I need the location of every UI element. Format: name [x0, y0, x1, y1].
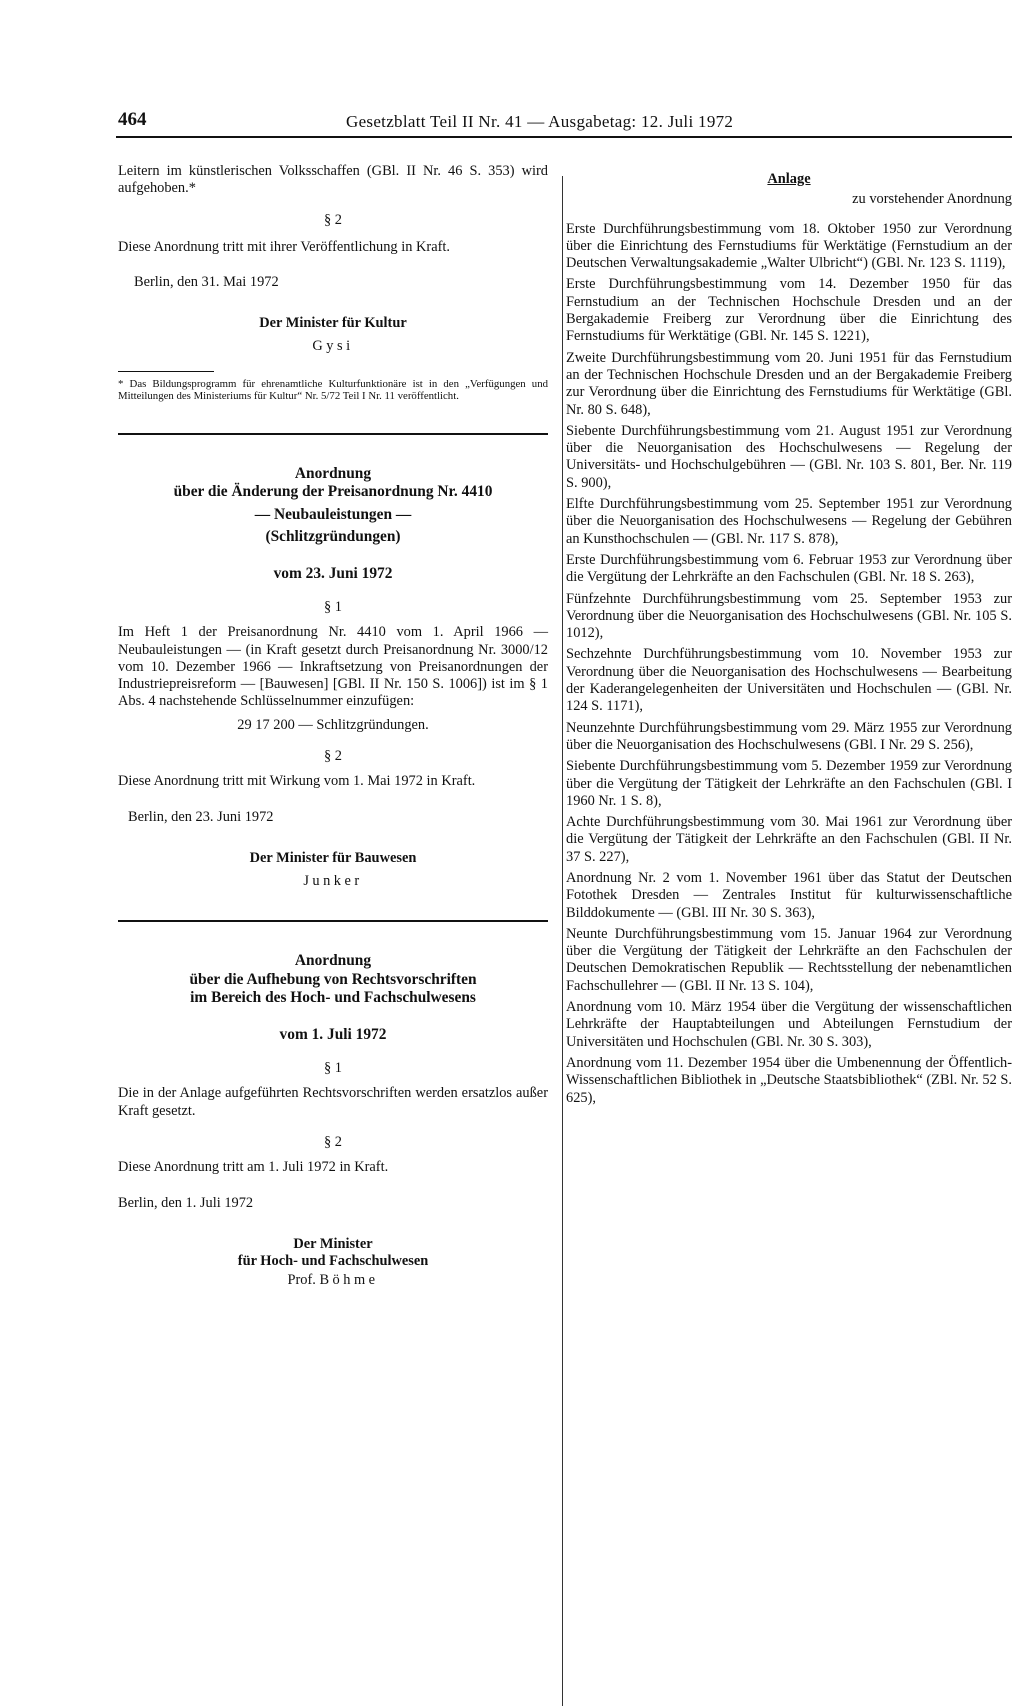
regulation-entry: Erste Durchführungsbestimmung vom 6. Februar 1953 zur Verordnung über die Vergütung der Lehrkräfte an den Fachschulen (GBl. Nr. 18 S. 263), — [566, 551, 1012, 586]
ordinance-title-line: — Neubauleistungen — — [254, 505, 412, 523]
signer-name: Junker — [303, 873, 363, 890]
ordinance-title: Anordnung — [294, 464, 372, 482]
section-heading: § 1 — [324, 1060, 342, 1077]
running-header: Gesetzblatt Teil II Nr. 41 — Ausgabetag: 12. Juli 1972 — [346, 112, 734, 131]
anlage-subtitle: zu vorstehender Anordnung — [852, 191, 1012, 208]
left-column — [118, 163, 548, 1290]
place-date: Berlin, den 31. Mai 1972 — [134, 274, 279, 291]
continuation-text: Leitern im künstlerischen Volksschaffen (GBl. II Nr. 46 S. 353) wird aufgehoben.* — [118, 163, 548, 197]
regulation-entry: Fünfzehnte Durchführungsbestimmung vom 25. September 1953 zur Verordnung über die Neuorganisation des Hochschulwesens (GBl. Nr. 105 S. 1012), — [566, 590, 1012, 642]
column-divider — [562, 176, 563, 1706]
signer-line — [118, 1272, 548, 1289]
place-date: Berlin, den 1. Juli 1972 — [118, 1194, 254, 1211]
regulation-entry: Neunte Durchführungsbestimmung vom 15. Januar 1964 zur Verordnung über die Vergütung der Tätigkeit der Lehrkräfte an den Fachschulen der Deutschen Demokratischen Republik — Rechtsstellung der nebenamtlichen Fachschullehrer — (GBl. II Nr. 13 S. 104), — [566, 925, 1012, 994]
ordinance-title-line: im Bereich des Hoch- und Fachschulwesens — [190, 989, 476, 1007]
section-text: Diese Anordnung tritt mit Wirkung vom 1. Mai 1972 in Kraft. — [118, 773, 476, 790]
signer-title: Der Minister für Kultur — [259, 315, 407, 332]
signer-name: Gysi — [312, 337, 354, 354]
ordinance-title: Anordnung — [294, 952, 372, 970]
footnote: * Das Bildungsprogramm für ehrenamtliche Kulturfunktionäre ist in den „Verfügungen und Mitteilungen des Ministeriums für Kultur“ Nr. 5/72 Teil I Nr. 11 veröffentlicht. — [118, 378, 548, 403]
place-date: Berlin, den 23. Juni 1972 — [128, 808, 274, 825]
regulation-entry: Erste Durchführungsbestimmung vom 14. Dezember 1950 für das Fernstudium an der Technischen Hochschule Dresden und an der Bergakademie Freiberg zur Verordnung über die Einrichtung des Fernstudiums für Werktätige (GBl. Nr. 145 S. 1221), — [566, 276, 1012, 345]
regulation-entry: Anordnung Nr. 2 vom 1. November 1961 über das Statut der Deutschen Fotothek Dresden — Zentrales Institut für kulturwissenschaftliche Bilddokumente — (GBl. III Nr. 30 S. 363), — [566, 869, 1012, 921]
signer-name: Böhme — [319, 1272, 379, 1289]
anordnung-hochschulwesen — [118, 952, 548, 1289]
regulation-entry: Elfte Durchführungsbestimmung vom 25. September 1951 zur Verordnung über die Neuorganisation des Hochschulwesens — Regelung der Gebühren an Kunsthochschulen — (GBl. Nr. 117 S. 878), — [566, 496, 1012, 547]
regulation-entry: Neunzehnte Durchführungsbestimmung vom 29. März 1955 zur Verordnung über die Neuorganisation des Hochschulwesens (GBl. I Nr. 29 S. 256), — [566, 719, 1012, 753]
section-heading: § 2 — [324, 211, 342, 228]
section-text: Diese Anordnung tritt mit ihrer Veröffentlichung in Kraft. — [118, 238, 450, 255]
section-text: Im Heft 1 der Preisanordnung Nr. 4410 vom 1. April 1966 — Neubauleistungen — (in Kraft gesetzt durch Preisanordnung Nr. 3000/12 vom 10. Dezember 1966 — Inkraftsetzung von Preisanordnungen der Industriepreisreform — [Bauwesen] [GBl. II Nr. 150 S. 1006]) ist im § 1 Abs. 4 nachstehende Schlüsselnummer einzufügen: — [118, 624, 548, 710]
regulation-entry: Zweite Durchführungsbestimmung vom 20. Juni 1951 für das Fernstudium an der Technischen Hochschule Dresden und an der Bergakademie Freiberg zur Verordnung über die Einrichtung des Fernstudiums für Werktätige (GBl. Nr. 80 S. 648), — [566, 349, 1012, 418]
section-heading: § 2 — [324, 748, 342, 764]
section-separator — [118, 920, 548, 922]
ordinance-title-line: (Schlitzgründungen) — [265, 528, 401, 546]
regulation-entry: Anordnung vom 10. März 1954 über die Vergütung der wissenschaftlichen Lehrkräfte der Hauptabteilungen und Abteilungen Fernstudium der Universitäten und Hochschulen (GBl. Nr. 30 S. 303), — [566, 999, 1012, 1050]
key-number: 29 17 200 — Schlitzgründungen. — [237, 716, 429, 733]
regulation-entry: Erste Durchführungsbestimmung vom 18. Oktober 1950 zur Verordnung über die Einrichtung des Fernstudiums für Werktätige (Fernstudium an der Deutschen Verwaltungsakademie „Walter Ulbricht“) (GBl. Nr. 123 S. 1119), — [566, 220, 1012, 272]
ordinance-title-line: über die Änderung der Preisanordnung Nr. 4410 — [173, 483, 493, 501]
right-column — [566, 171, 1012, 1107]
page-number: 464 — [118, 109, 147, 130]
signer-title-line: für Hoch- und Fachschulwesen — [237, 1253, 429, 1270]
ordinance-date: vom 1. Juli 1972 — [279, 1025, 387, 1043]
section-heading: § 1 — [324, 598, 342, 615]
section-heading: § 2 — [324, 1134, 342, 1150]
regulation-entry: Sechzehnte Durchführungsbestimmung vom 10. November 1953 zur Verordnung über die Neuorganisation des Hochschulwesens — Bearbeitung der Kaderangelegenheiten der Universitäten und Hochschulen — (GBl. Nr. 124 S. 1171), — [566, 646, 1012, 715]
ordinance-date: vom 23. Juni 1972 — [273, 564, 393, 582]
repealed-regulations-list — [566, 221, 1012, 1107]
section-separator — [118, 433, 548, 435]
regulation-entry: Anordnung vom 11. Dezember 1954 über die Umbenennung der Öffentlich-Wissenschaftlichen Bibliothek in „Deutsche Staatsbibliothek“ (ZBl. Nr. 52 S. 625), — [566, 1054, 1012, 1106]
ordinance-title-line: über die Aufhebung von Rechtsvorschriften — [189, 970, 477, 988]
regulation-entry: Siebente Durchführungsbestimmung vom 5. Dezember 1959 zur Verordnung über die Vergütung der Tätigkeit der Lehrkräfte an den Fachschulen (GBl. I 1960 Nr. 1 S. 8), — [566, 758, 1012, 809]
regulation-entry: Siebente Durchführungsbestimmung vom 21. August 1951 zur Verordnung über die Neuorganisation des Hochschulwesens — Regelung der Universitäts- und Hochschulgebühren — (GBl. Nr. 103 S. 801, Ber. Nr. 119 S. 900), — [566, 422, 1012, 491]
footnote-rule — [118, 371, 214, 372]
header-rule — [116, 136, 1012, 138]
section-text: Die in der Anlage aufgeführten Rechtsvorschriften werden ersatzlos außer Kraft gesetzt. — [118, 1085, 548, 1119]
anordnung-preisanordnung — [118, 465, 548, 891]
regulation-entry: Achte Durchführungsbestimmung vom 30. Mai 1961 zur Verordnung über die Vergütung der Tätigkeit der Lehrkräfte an den Fachschulen (GBl. II Nr. 37 S. 227), — [566, 814, 1012, 865]
signer-title: Der Minister — [293, 1235, 373, 1252]
signer-prefix: Prof. — [287, 1272, 316, 1289]
signer-title: Der Minister für Bauwesen — [249, 849, 417, 866]
anlage-title: Anlage — [767, 171, 811, 187]
section-text: Diese Anordnung tritt am 1. Juli 1972 in Kraft. — [118, 1159, 389, 1176]
